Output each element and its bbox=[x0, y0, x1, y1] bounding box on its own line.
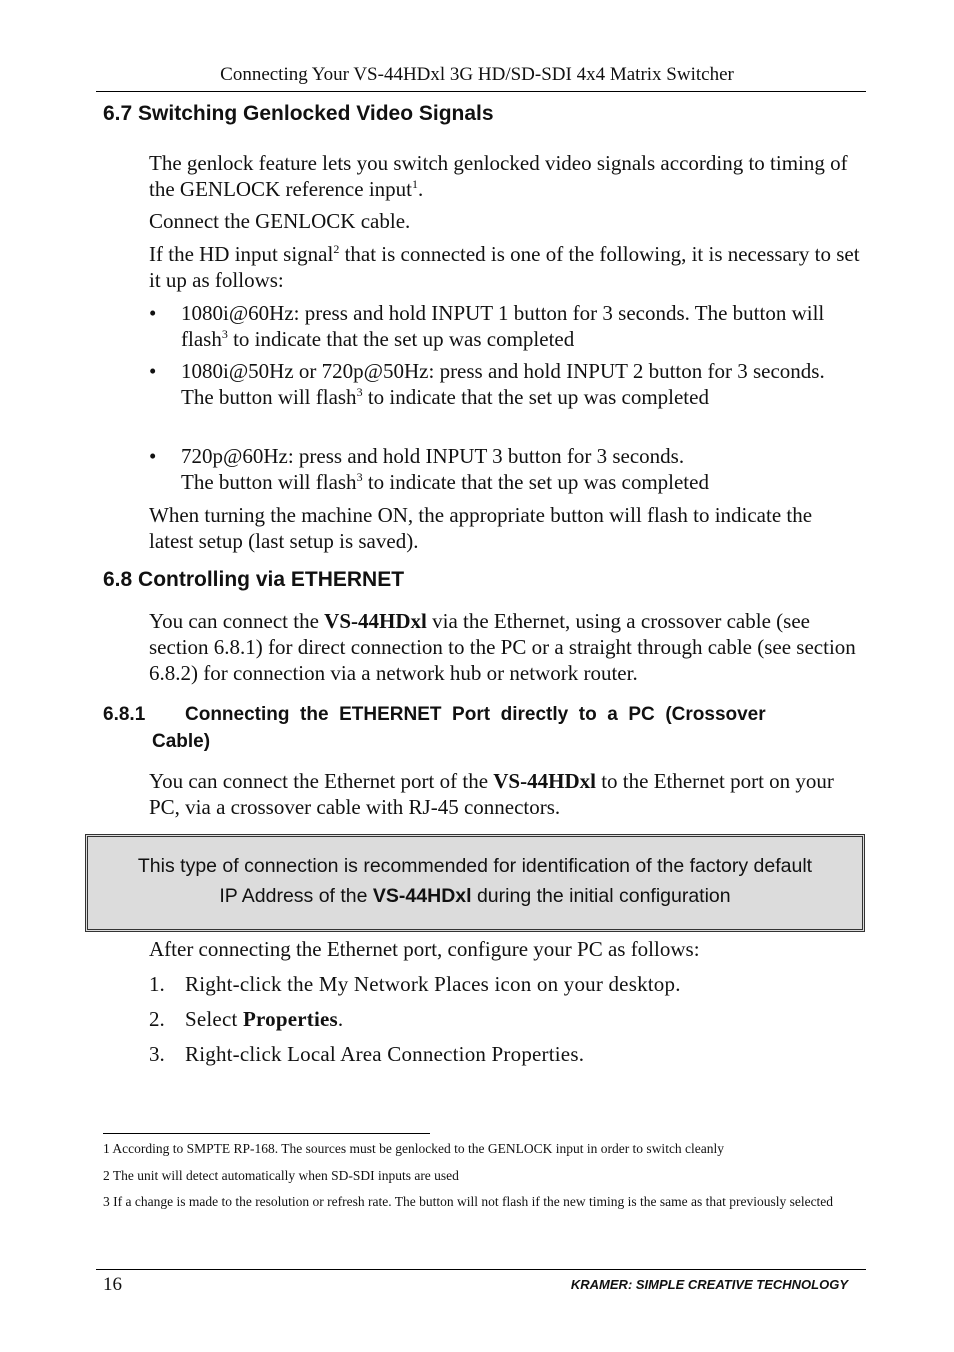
footnote-ref-3: 3 bbox=[356, 385, 363, 399]
list-item: 1080i@60Hz: press and hold INPUT 1 button for 3 seconds. The button will flash$^3$ to indicate that the set up was completed bbox=[181, 301, 825, 351]
footnote-ref-2: 2 bbox=[333, 242, 340, 256]
section-6-8-heading: 6.8 Controlling via ETHERNET bbox=[103, 568, 405, 591]
list-item: 720p@60Hz: press and hold INPUT 3 button for 3 seconds. The button will flash$^3$ to indicate that the set up was completed bbox=[181, 444, 709, 494]
properties-label: Properties bbox=[242, 1007, 338, 1031]
section-6-7-paragraph-4: When turning the machine ON, the appropriate button will flash to indicate the latest setup (last setup is saved). bbox=[149, 503, 813, 553]
section-6-8-1-paragraph-1: You can connect the Ethernet port of the VS-44HDxl to the Ethernet port on your PC, via a crossover cable with RJ-45 connectors. bbox=[149, 769, 834, 819]
step-text: Right-click the My Network Places icon on your desktop. bbox=[185, 972, 681, 996]
footer-brand: KRAMER: SIMPLE CREATIVE TECHNOLOGY bbox=[570, 1277, 848, 1292]
footnote-3: 3 If a change is made to the resolution or refresh rate. The button will not flash if the new timing is the same as that previously selected bbox=[103, 1194, 834, 1209]
footnote-2: 2 The unit will detect automatically when SD-SDI inputs are used bbox=[103, 1168, 459, 1183]
section-6-7-paragraph-3: If the HD input signal$^2$ that is connected is one of the following, it is necessary to set it up as follows: bbox=[149, 242, 860, 292]
section-6-8-1-paragraph-2: After connecting the Ethernet port, configure your PC as follows: bbox=[149, 937, 700, 961]
section-6-8-1-title-continued: Cable) bbox=[152, 731, 211, 752]
footnote-1: 1 According to SMPTE RP-168. The sources must be genlocked to the GENLOCK input in order to switch cleanly bbox=[103, 1141, 725, 1156]
note-box bbox=[85, 834, 865, 932]
bullet-marker: • bbox=[149, 359, 157, 383]
product-name: VS-44HDxl bbox=[493, 769, 596, 793]
header-divider bbox=[96, 91, 866, 92]
product-name: VS-44HDxl bbox=[324, 609, 427, 633]
page-header-title: Connecting Your VS-44HDxl 3G HD/SD-SDI 4x4 Matrix Switcher bbox=[220, 64, 734, 85]
section-6-8-paragraph: You can connect the VS-44HDxl via the Ethernet, using a crossover cable (see section 6.8.1) for direct connection to the PC or a straight through cable (see section 6.8.2) for connection via a network hub or network router. bbox=[149, 609, 856, 685]
footnote-divider bbox=[103, 1133, 430, 1134]
bullet-marker: • bbox=[149, 301, 157, 325]
section-6-7-paragraph-1: The genlock feature lets you switch genlocked video signals according to timing of the GENLOCK reference input$^1$. bbox=[149, 151, 848, 201]
section-6-8-1-title: Connecting the ETHERNET Port directly to a PC (Crossover bbox=[185, 704, 766, 725]
footnote-ref-1: 1 bbox=[411, 177, 418, 191]
footer-divider bbox=[96, 1269, 866, 1270]
step-number: 2. bbox=[149, 1007, 165, 1031]
note-line-2: IP Address of the VS-44HDxl during the initial configuration bbox=[219, 885, 731, 907]
footnote-ref-3: 3 bbox=[356, 470, 363, 484]
page-number: 16 bbox=[103, 1274, 122, 1295]
section-6-8-1-number: 6.8.1 bbox=[103, 704, 146, 725]
step-number: 3. bbox=[149, 1042, 165, 1066]
product-name: VS-44HDxl bbox=[372, 885, 472, 907]
section-6-7-heading: 6.7 Switching Genlocked Video Signals bbox=[103, 102, 494, 125]
step-text: Select Properties. bbox=[185, 1007, 344, 1031]
note-line-1: This type of connection is recommended for identification of the factory default bbox=[137, 855, 813, 877]
list-item: 1080i@50Hz or 720p@50Hz: press and hold INPUT 2 button for 3 seconds. The button will flash$^3$ to indicate that the set up was completed bbox=[181, 359, 825, 409]
bullet-marker: • bbox=[149, 444, 157, 468]
section-6-7-paragraph-2: Connect the GENLOCK cable. bbox=[149, 209, 411, 233]
step-number: 1. bbox=[149, 972, 165, 996]
footnote-ref-3: 3 bbox=[221, 327, 228, 341]
step-text: Right-click Local Area Connection Properties. bbox=[185, 1042, 585, 1066]
